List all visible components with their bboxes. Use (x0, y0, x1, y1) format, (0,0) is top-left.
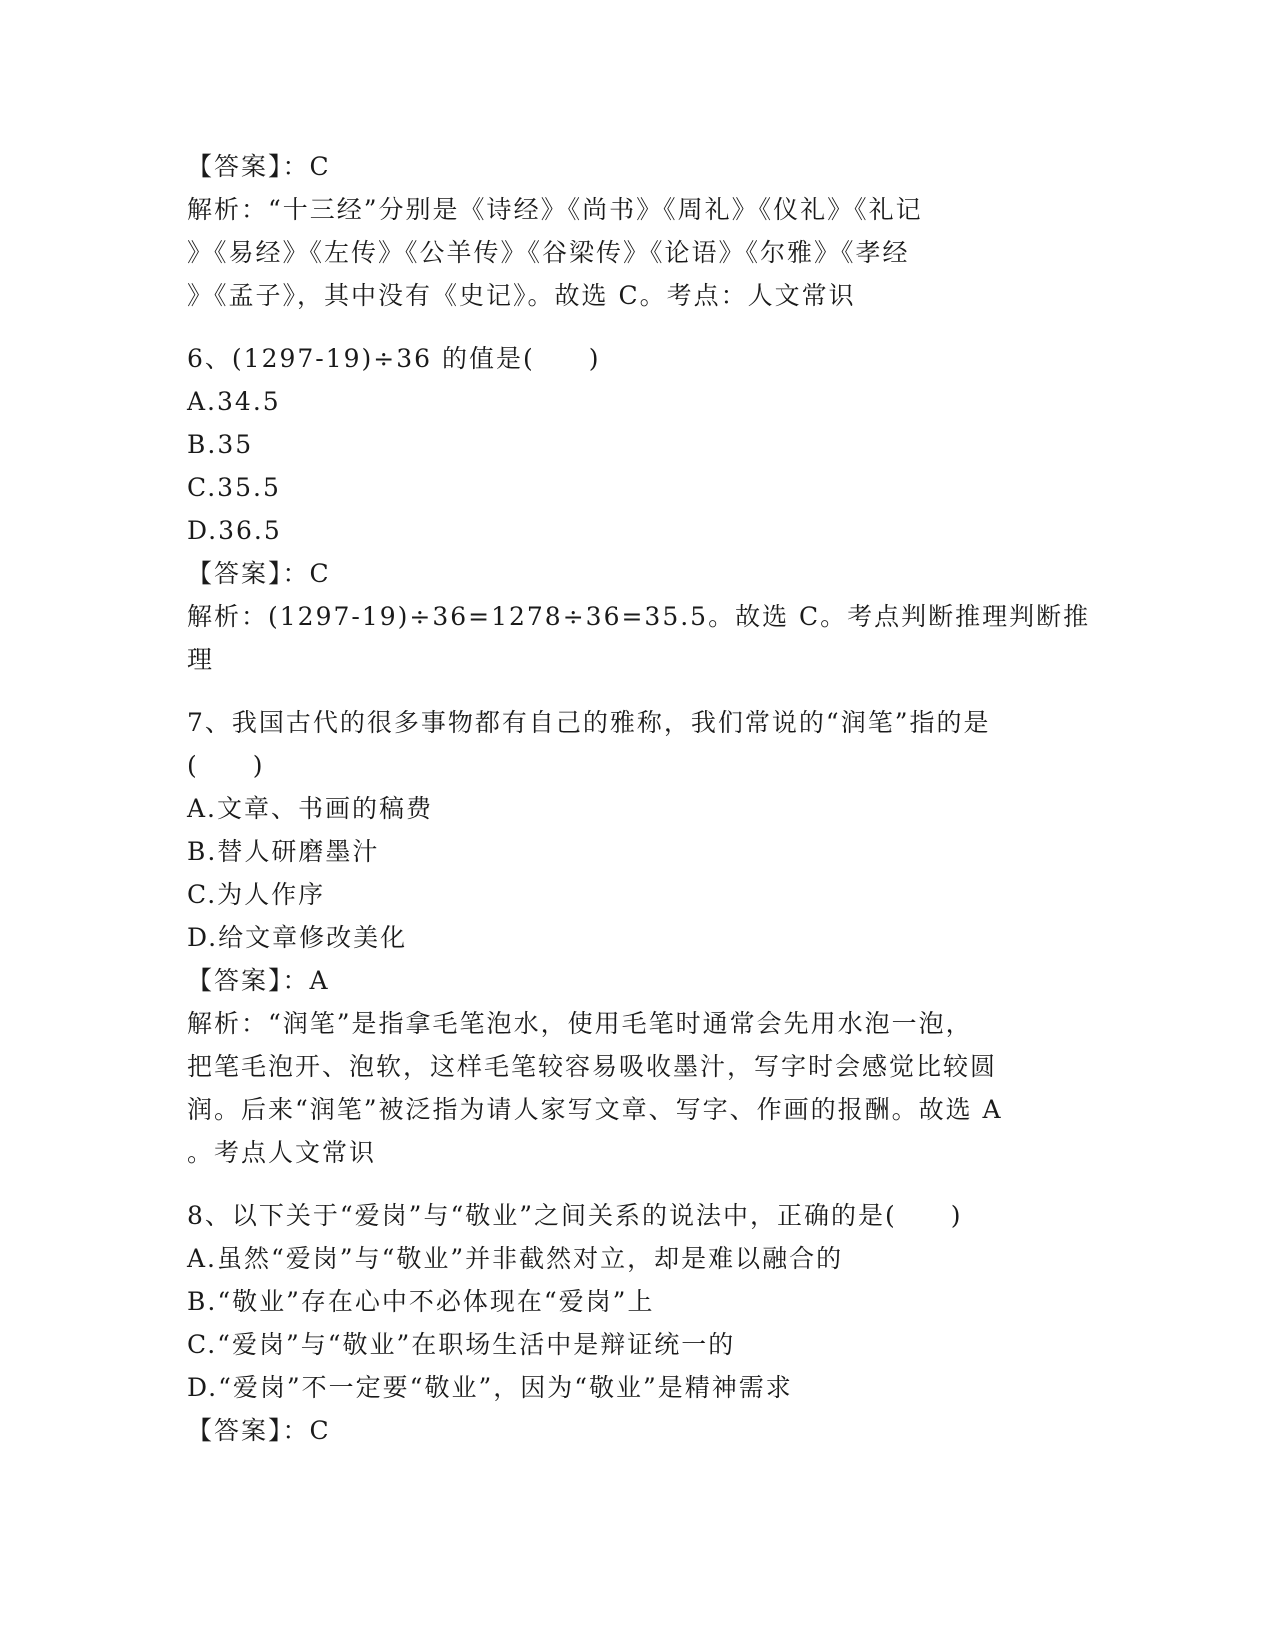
option-c: C.“爱岗”与“敬业”在职场生活中是辩证统一的 (187, 1330, 736, 1359)
answer-line: 【答案】：C (187, 559, 331, 588)
answer-line: 【答案】：C (187, 1416, 331, 1445)
option-b: B.“敬业”存在心中不必体现在“爱岗”上 (187, 1287, 655, 1316)
question-stem: 7、我国古代的很多事物都有自己的雅称，我们常说的“润笔”指的是 (187, 708, 991, 737)
option-b: B.替人研磨墨汁 (187, 837, 380, 866)
option-a: A.文章、书画的稿费 (187, 794, 434, 823)
option-c: C.35.5 (187, 473, 281, 502)
question-8 (187, 1194, 1087, 1452)
analysis-line: 把笔毛泡开、泡软，这样毛笔较容易吸收墨汁，写字时会感觉比较圆 (187, 1052, 998, 1081)
option-d: D.“爱岗”不一定要“敬业”，因为“敬业”是精神需求 (187, 1373, 793, 1402)
question-stem: 8、以下关于“爱岗”与“敬业”之间关系的说法中，正确的是( ) (187, 1201, 963, 1230)
option-d: D.36.5 (187, 516, 282, 545)
analysis-line: 》《孟子》，其中没有《史记》。故选 C。考点：人文常识 (187, 281, 856, 310)
option-a: A.34.5 (187, 387, 281, 416)
document-page (187, 145, 1091, 1452)
answer-line: 【答案】：A (187, 966, 330, 995)
analysis-line: 》《易经》《左传》《公羊传》《谷梁传》《论语》《尔雅》《孝经 (187, 238, 910, 267)
question-6 (187, 337, 1091, 681)
analysis-line: 理 (187, 645, 215, 674)
analysis-line: 解析：(1297-19)÷36=1278÷36=35.5。故选 C。考点判断推理判断推 (187, 602, 1091, 631)
option-a: A.虽然“爱岗”与“敬业”并非截然对立，却是难以融合的 (187, 1244, 844, 1273)
option-c: C.为人作序 (187, 880, 326, 909)
option-b: B.35 (187, 430, 254, 459)
question-5-tail (187, 145, 1087, 317)
analysis-line: 。考点人文常识 (187, 1138, 377, 1167)
question-stem: ( ) (187, 751, 265, 780)
analysis-line: 润。后来“润笔”被泛指为请人家写文章、写字、作画的报酬。故选 A (187, 1095, 1003, 1124)
option-d: D.给文章修改美化 (187, 923, 408, 952)
analysis-line: 解析：“润笔”是指拿毛笔泡水，使用毛笔时通常会先用水泡一泡， (187, 1009, 973, 1038)
question-stem: 6、(1297-19)÷36 的值是( ) (187, 344, 601, 373)
question-7 (187, 701, 1087, 1174)
analysis (187, 188, 1087, 317)
answer-line: 【答案】：C (187, 152, 331, 181)
analysis-line: 解析：“十三经”分别是《诗经》《尚书》《周礼》《仪礼》《礼记 (187, 195, 923, 224)
